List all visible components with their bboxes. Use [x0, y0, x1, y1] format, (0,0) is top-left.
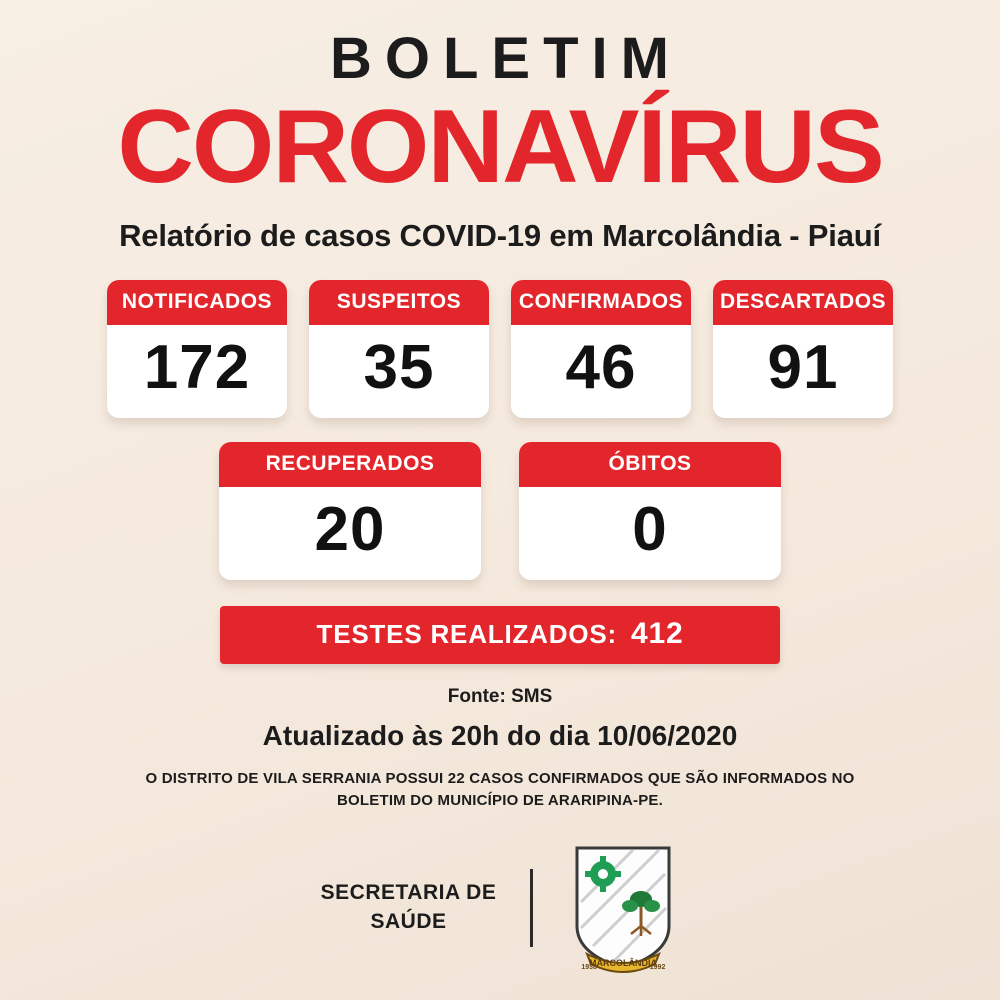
secretaria-line2: SAÚDE	[370, 909, 447, 933]
signature-divider	[530, 869, 533, 947]
secretaria-text	[321, 879, 497, 936]
updated-text: Atualizado às 20h do dia 10/06/2020	[262, 720, 738, 752]
stat-card-recuperados	[219, 442, 481, 580]
title-boletim: BOLETIM	[330, 26, 682, 91]
stat-label-notificados: NOTIFICADOS	[107, 280, 287, 325]
stat-value-notificados: 172	[143, 333, 251, 403]
stats-row-primary	[0, 280, 1000, 418]
stats-row-secondary	[0, 442, 1000, 580]
stat-label-suspeitos: SUSPEITOS	[309, 280, 489, 325]
district-note-pre: O DISTRITO DE	[145, 770, 263, 788]
stat-value-confirmados: 46	[565, 333, 637, 403]
stat-card-confirmados	[511, 280, 691, 418]
poster-signature	[0, 842, 1000, 974]
stat-value-descartados: 91	[767, 333, 839, 403]
district-note-line2: BOLETIM DO MUNICÍPIO DE ARARIPINA-PE.	[336, 792, 664, 810]
secretaria-line1: SECRETARIA DE	[320, 881, 497, 905]
stat-card-obitos	[519, 442, 781, 580]
poster-subtitle: Relatório de casos COVID-19 em Marcolândia - Piauí	[119, 218, 881, 254]
district-note-post: QUE SÃO INFORMADOS NO	[643, 770, 855, 788]
tests-performed-bar	[220, 606, 780, 664]
stat-value-recuperados: 20	[314, 495, 386, 565]
source-text: Fonte: SMS	[447, 686, 553, 708]
district-note	[0, 768, 1000, 812]
stat-card-descartados	[713, 280, 893, 418]
municipal-crest-icon	[567, 842, 679, 974]
crest-label-text: MARCOLÂNDIA	[589, 957, 658, 968]
stat-label-confirmados: CONFIRMADOS	[511, 280, 691, 325]
stat-value-suspeitos: 35	[363, 333, 435, 403]
title-coronavirus: CORONAVÍRUS	[117, 89, 883, 205]
stat-label-descartados: DESCARTADOS	[713, 280, 893, 325]
poster-header	[0, 0, 1000, 254]
stat-label-obitos: ÓBITOS	[519, 442, 781, 487]
crest-year-right: 1992	[649, 963, 666, 971]
stat-label-recuperados: RECUPERADOS	[219, 442, 481, 487]
crest-svg	[567, 842, 679, 974]
stat-card-notificados	[107, 280, 287, 418]
tests-performed-label: TESTES REALIZADOS:	[316, 619, 617, 650]
district-note-emphasis: VILA SERRANIA POSSUI 22 CASOS CONFIRMADOS	[263, 770, 644, 788]
stat-card-suspeitos	[309, 280, 489, 418]
crest-year-left: 1938	[581, 963, 597, 971]
stat-value-obitos: 0	[632, 495, 668, 565]
tests-performed-value: 412	[630, 617, 684, 651]
